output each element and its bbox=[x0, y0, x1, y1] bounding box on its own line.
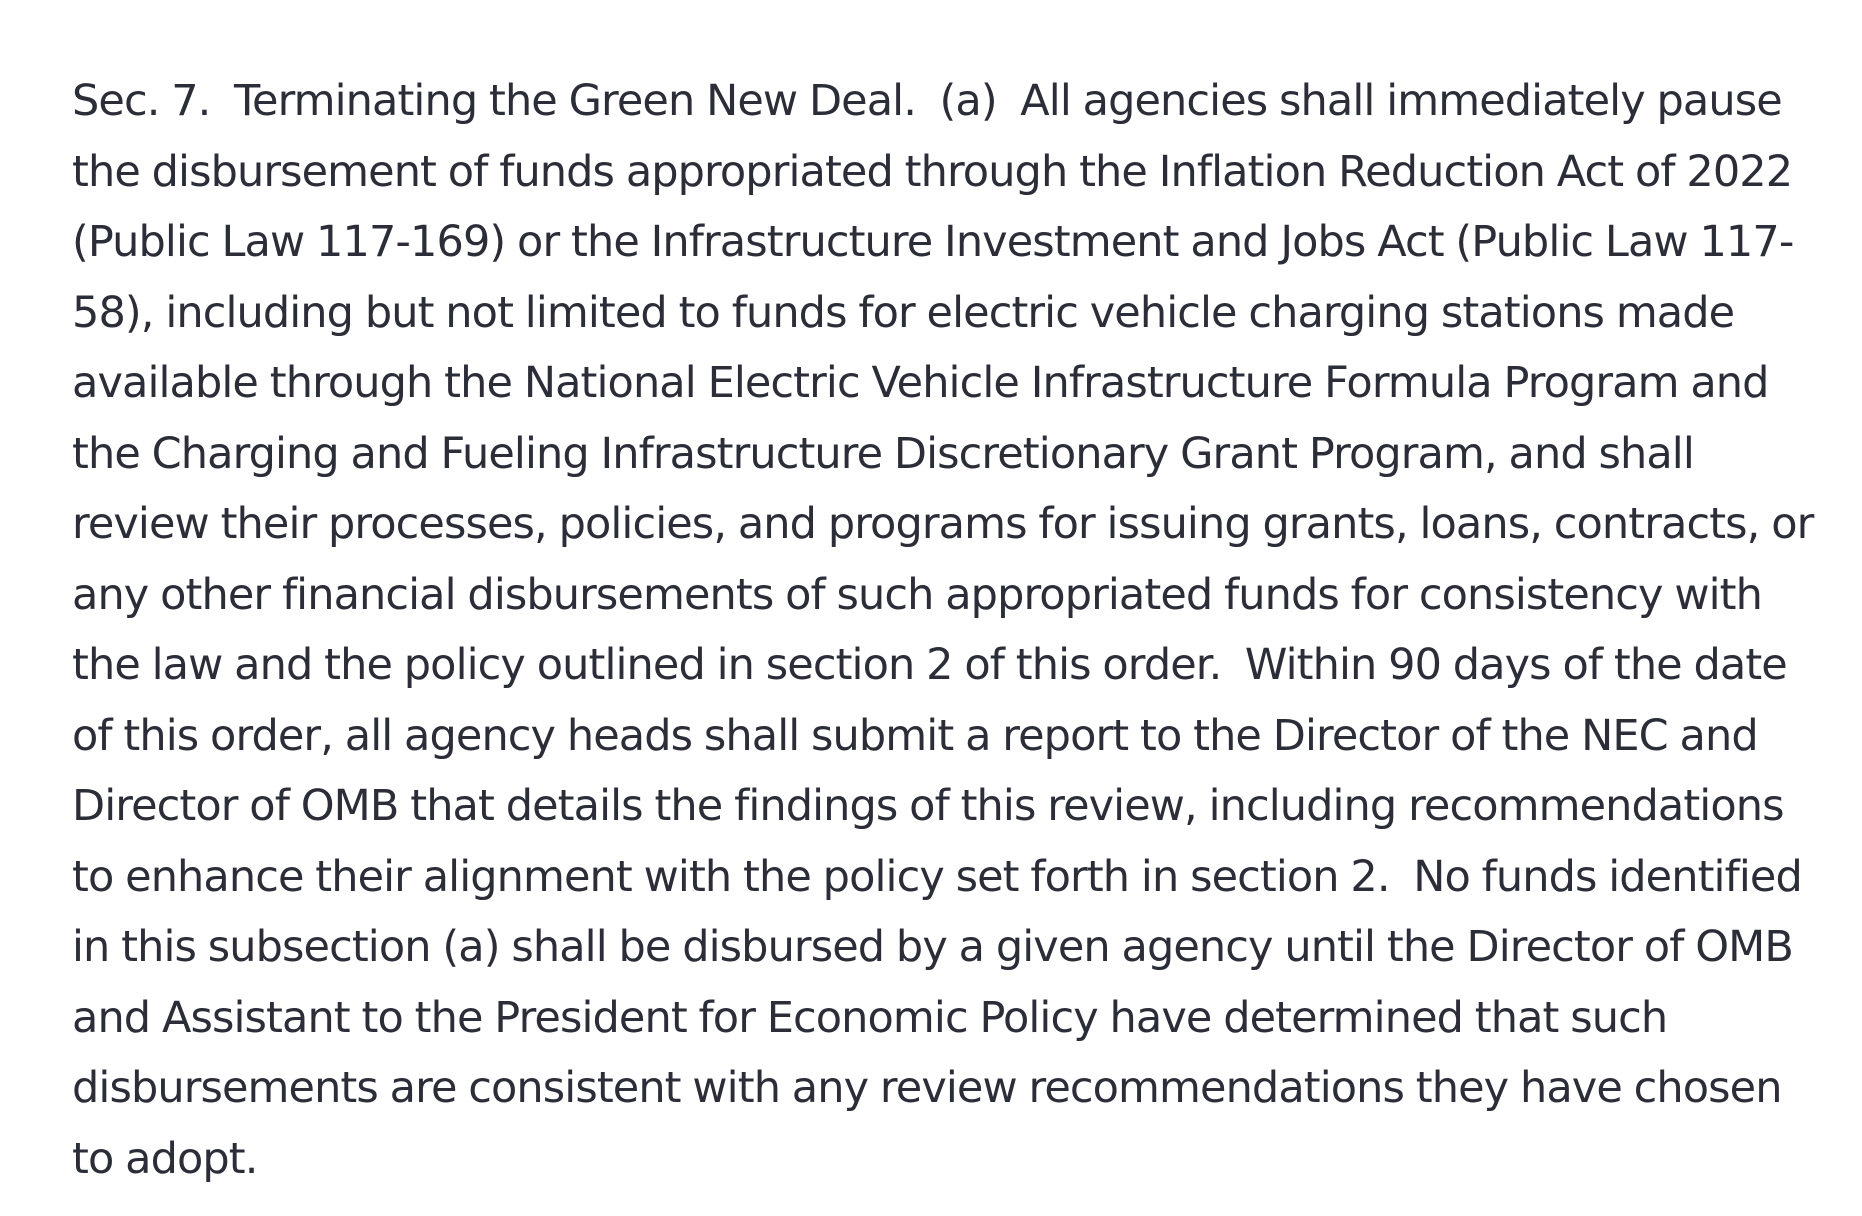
text-line: in this subsection (a) shall be disbursed by a given agency until the Director of OMB bbox=[72, 922, 1793, 972]
text-line: to enhance their alignment with the policy set forth in section 2. No funds identified bbox=[72, 851, 1802, 902]
text-line: the law and the policy outlined in section 2 of this order. Within 90 days of the date bbox=[72, 640, 1787, 690]
text-line: available through the National Electric Vehicle Infrastructure Formula Program and bbox=[72, 358, 1769, 408]
text-line: of this order, all agency heads shall submit a report to the Director of the NEC and bbox=[72, 710, 1758, 761]
text-line: Sec. 7. Terminating the Green New Deal. (a) All agencies shall immediately pause bbox=[72, 76, 1782, 126]
text-line: the disbursement of funds appropriated through the Inflation Reduction Act of 2022 bbox=[72, 146, 1793, 197]
text-line: review their processes, policies, and programs for issuing grants, loans, contracts, or bbox=[72, 499, 1814, 549]
text-line: any other financial disbursements of such appropriated funds for consistency with bbox=[72, 569, 1762, 620]
section-paragraph bbox=[72, 66, 1813, 1194]
text-line: to adopt. bbox=[72, 1133, 258, 1184]
text-line: Director of OMB that details the findings of this review, including recommendations bbox=[72, 781, 1784, 831]
text-line: and Assistant to the President for Economic Policy have determined that such bbox=[72, 992, 1668, 1043]
text-line: 58), including but not limited to funds for electric vehicle charging stations made bbox=[72, 287, 1735, 338]
text-line: the Charging and Fueling Infrastructure Discretionary Grant Program, and shall bbox=[72, 428, 1694, 479]
text-line: (Public Law 117-169) or the Infrastructure Investment and Jobs Act (Public Law 117- bbox=[72, 217, 1794, 267]
text-line: disbursements are consistent with any review recommendations they have chosen bbox=[72, 1063, 1782, 1113]
